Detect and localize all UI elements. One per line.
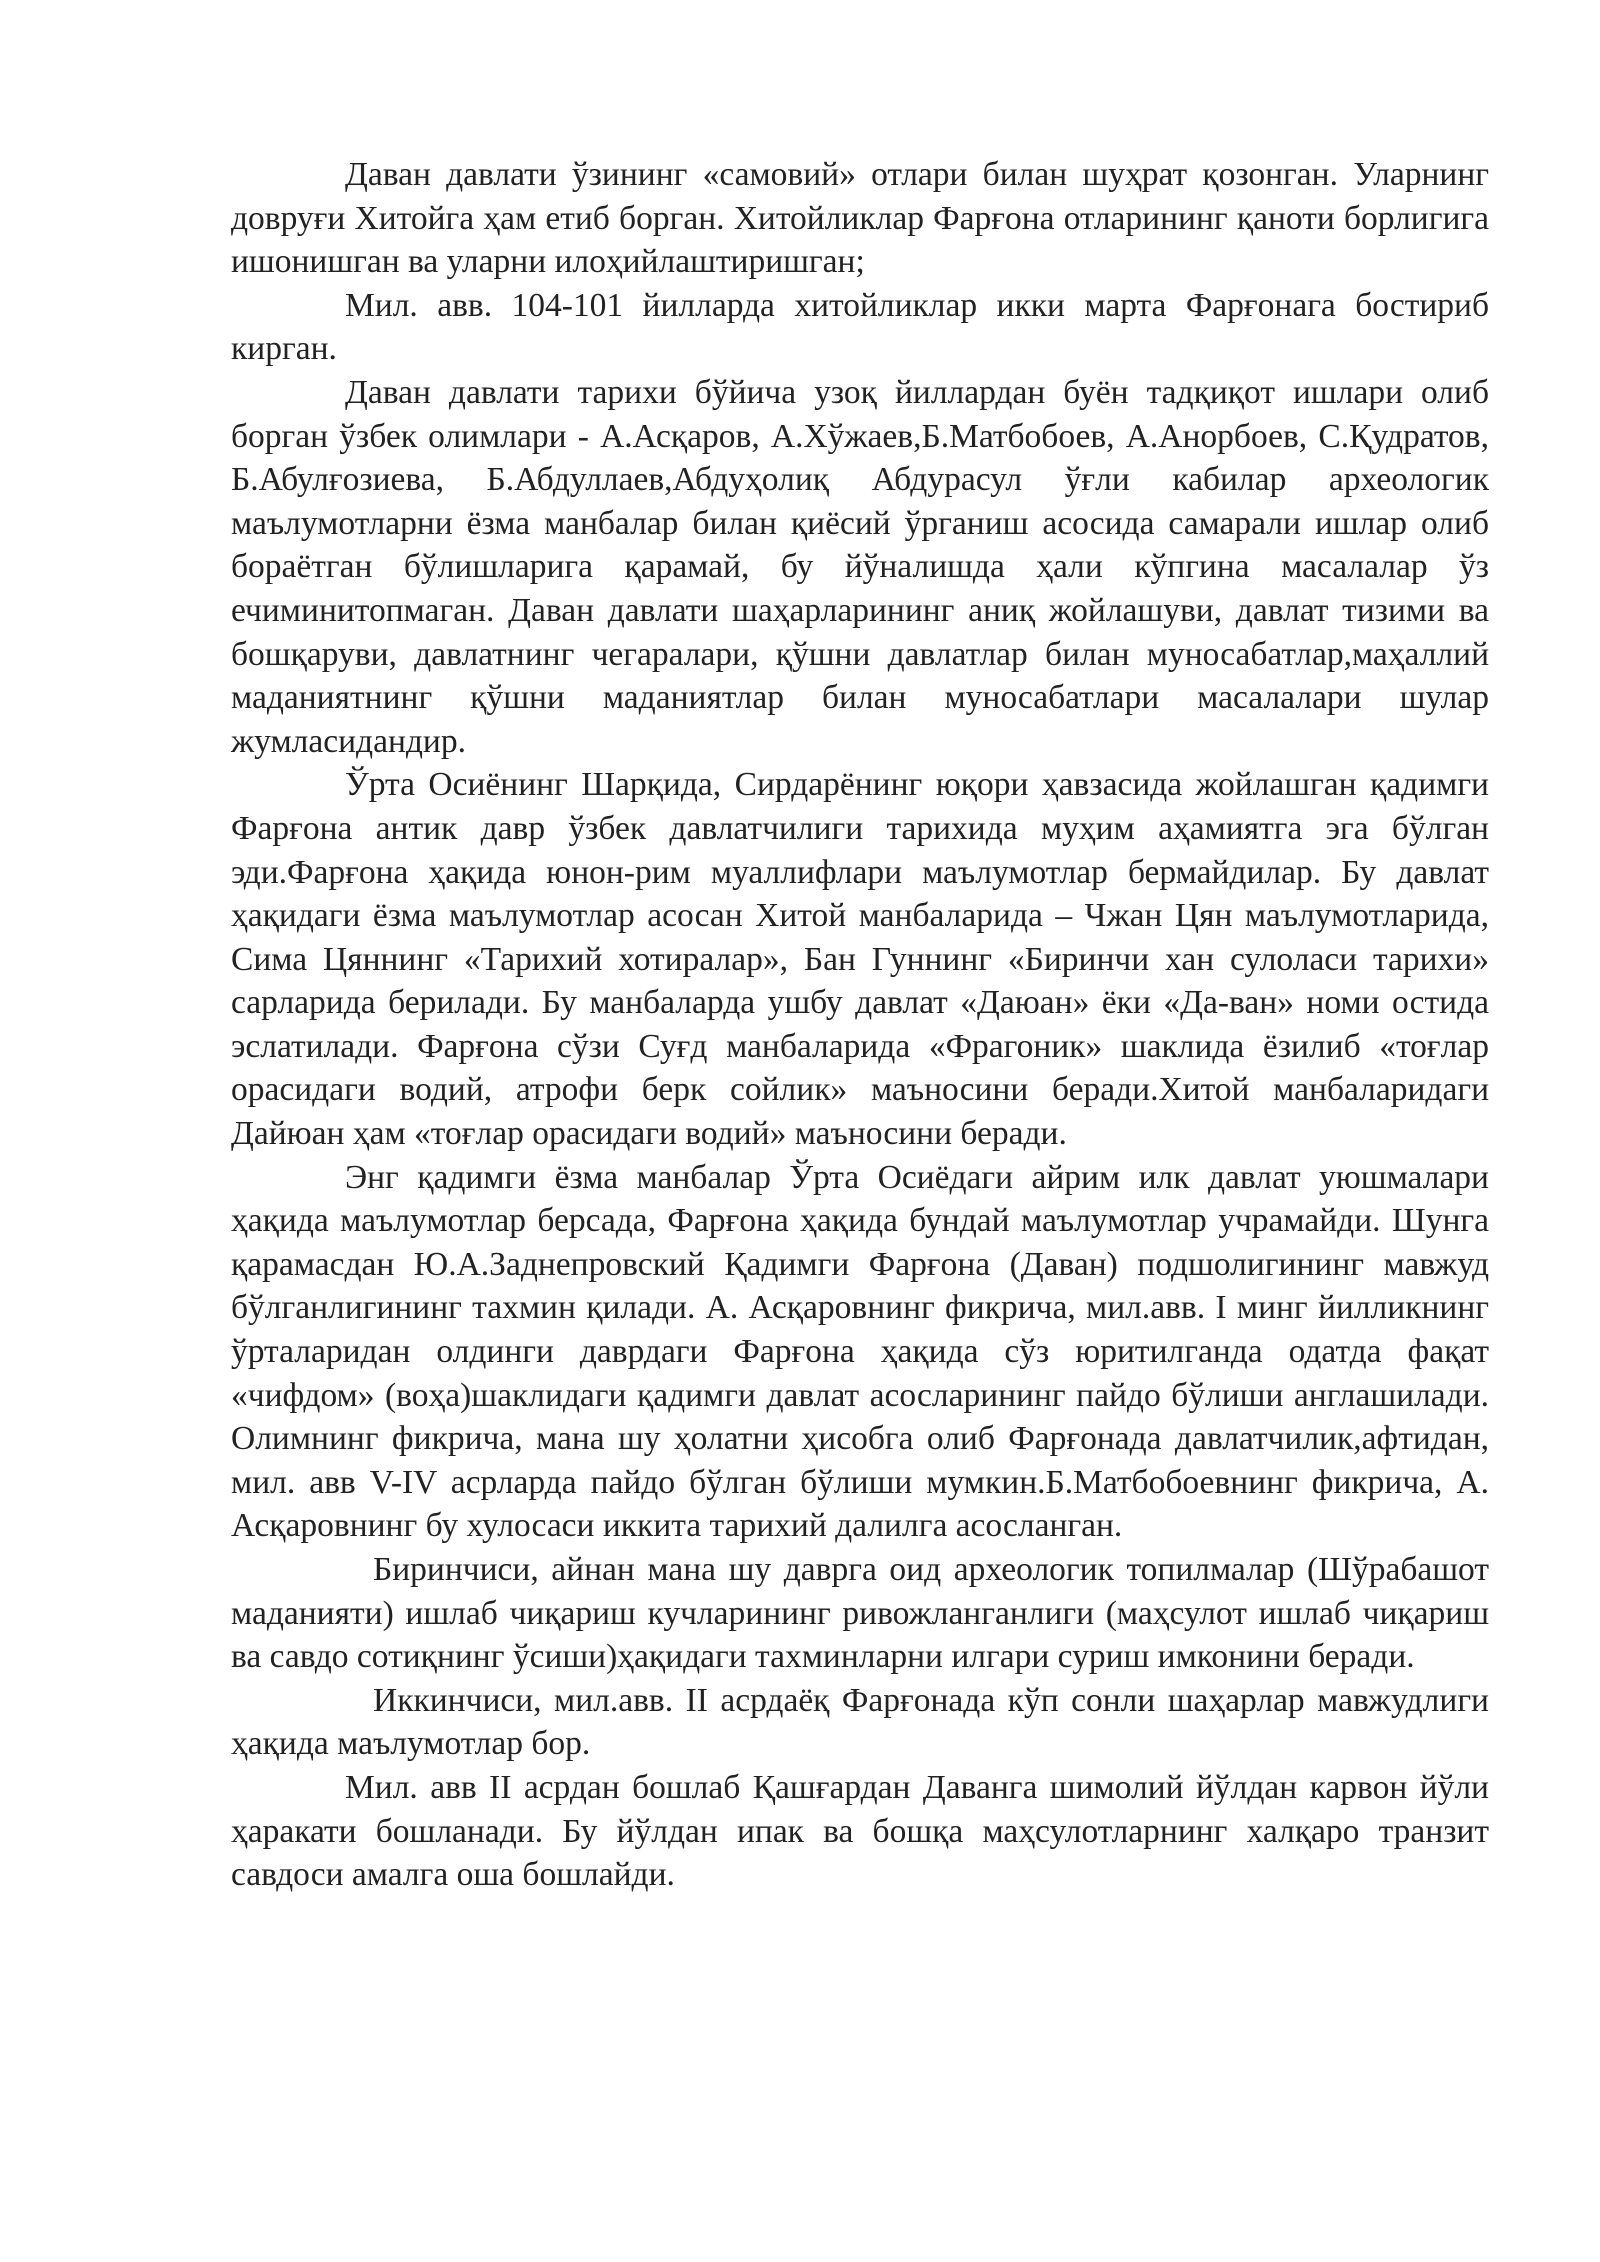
paragraph-3: Даван давлати тарихи бўйича узоқ йиллардан буён тадқиқот ишлари олиб борган ўзбек олимлари - А.Асқаров, А.Хўжаев,Б.Матбобоев, А.Анорбоев, С.Қудратов, Б.Абулғозиева, Б.Абдуллаев,Абдуҳолиқ Абдурасул ўғли кабилар археологик маълумотларни ёзма манбалар билан қиёсий ўрганиш асосида самарали ишлар олиб бораётган бўлишларига қарамай, бу йўналишда ҳали кўпгина масалалар ўз ечиминитопмаган. Даван давлати шаҳарларининг аниқ жойлашуви, давлат тизими ва бошқаруви, давлатнинг чегаралари, қўшни давлатлар билан муносабатлар,маҳаллий маданиятнинг қўшни маданиятлар билан муносабатлари масалалари шулар жумласидандир.: [231, 373, 1489, 760]
paragraph-7: Иккинчиси, мил.авв. II асрдаёқ Фарғонада кўп сонли шаҳарлар мавжудлиги ҳақида маълумотлар бор.: [231, 1681, 1489, 1763]
paragraph-8: Мил. авв II асрдан бошлаб Қашғардан Даванга шимолий йўлдан карвон йўли ҳаракати бошланади. Бу йўлдан ипак ва бошқа маҳсулотларнинг халқаро транзит савдоси амалга оша бошлайди.: [231, 1768, 1489, 1894]
paragraph-4: Ўрта Осиёнинг Шарқида, Сирдарёнинг юқори ҳавзасида жойлашган қадимги Фарғона антик давр ўзбек давлатчилиги тарихида муҳим аҳамиятга эга бўлган эди.Фарғона ҳақида юнон-рим муаллифлари маълумотлар бермайдилар. Бу давлат ҳақидаги ёзма маълумотлар асосан Хитой манбаларида – Чжан Цян маълумотларида, Сима Цяннинг «Тарихий хотиралар», Бан Гуннинг «Биринчи хан сулоласи тарихи» сарларида берилади. Бу манбаларда ушбу давлат «Даюан» ёки «Да-ван» номи остида эслатилади. Фарғона сўзи Суғд манбаларида «Фрагоник» шаклида ёзилиб «тоғлар орасидаги водий, атрофи берк сойлик» маъносини беради.Хитой манбаларидаги Дайюан ҳам «тоғлар орасидаги водий» маъносини беради.: [231, 766, 1489, 1153]
paragraph-1: Даван давлати ўзининг «самовий» отлари билан шуҳрат қозонган. Уларнинг довруғи Хитойга ҳам етиб борган. Хитойликлар Фарғона отларининг қаноти борлигига ишонишган ва уларни илоҳийлаштиришган;: [231, 156, 1489, 281]
paragraph-5: Энг қадимги ёзма манбалар Ўрта Осиёдаги айрим илк давлат уюшмалари ҳақида маълумотлар берсада, Фарғона ҳақида бундай маълумотлар учрамайди. Шунга қарамасдан Ю.А.Заднепровский Қадимги Фарғона (Даван) подшолигининг мавжуд бўлганлигининг тахмин қилади. А. Асқаровнинг фикрича, мил.авв. I минг йилликнинг ўрталаридан олдинги даврдаги Фарғона ҳақида сўз юритилганда одатда фақат «чифдом» (воҳа)шаклидаги қадимги давлат асосларининг пайдо бўлиши англашилади. Олимнинг фикрича, мана шу ҳолатни ҳисобга олиб Фарғонада давлатчилик,афтидан, мил. авв V-IV асрларда пайдо бўлган бўлиши мумкин.Б.Матбобоевнинг фикрича, А. Асқаровнинг бу хулосаси иккита тарихий далилга асосланган.: [231, 1158, 1489, 1545]
paragraph-2: Мил. авв. 104-101 йилларда хитойликлар икки марта Фарғонага бостириб кирган.: [231, 286, 1489, 368]
document-body: [231, 153, 1489, 1897]
paragraph-6: Биринчиси, айнан мана шу даврга оид археологик топилмалар (Шўрабашот маданияти) ишлаб чиқариш кучларининг ривожланганлиги (маҳсулот ишлаб чиқариш ва савдо сотиқнинг ўсиши)ҳақидаги тахминларни илгари суриш имконини беради.: [231, 1551, 1489, 1676]
